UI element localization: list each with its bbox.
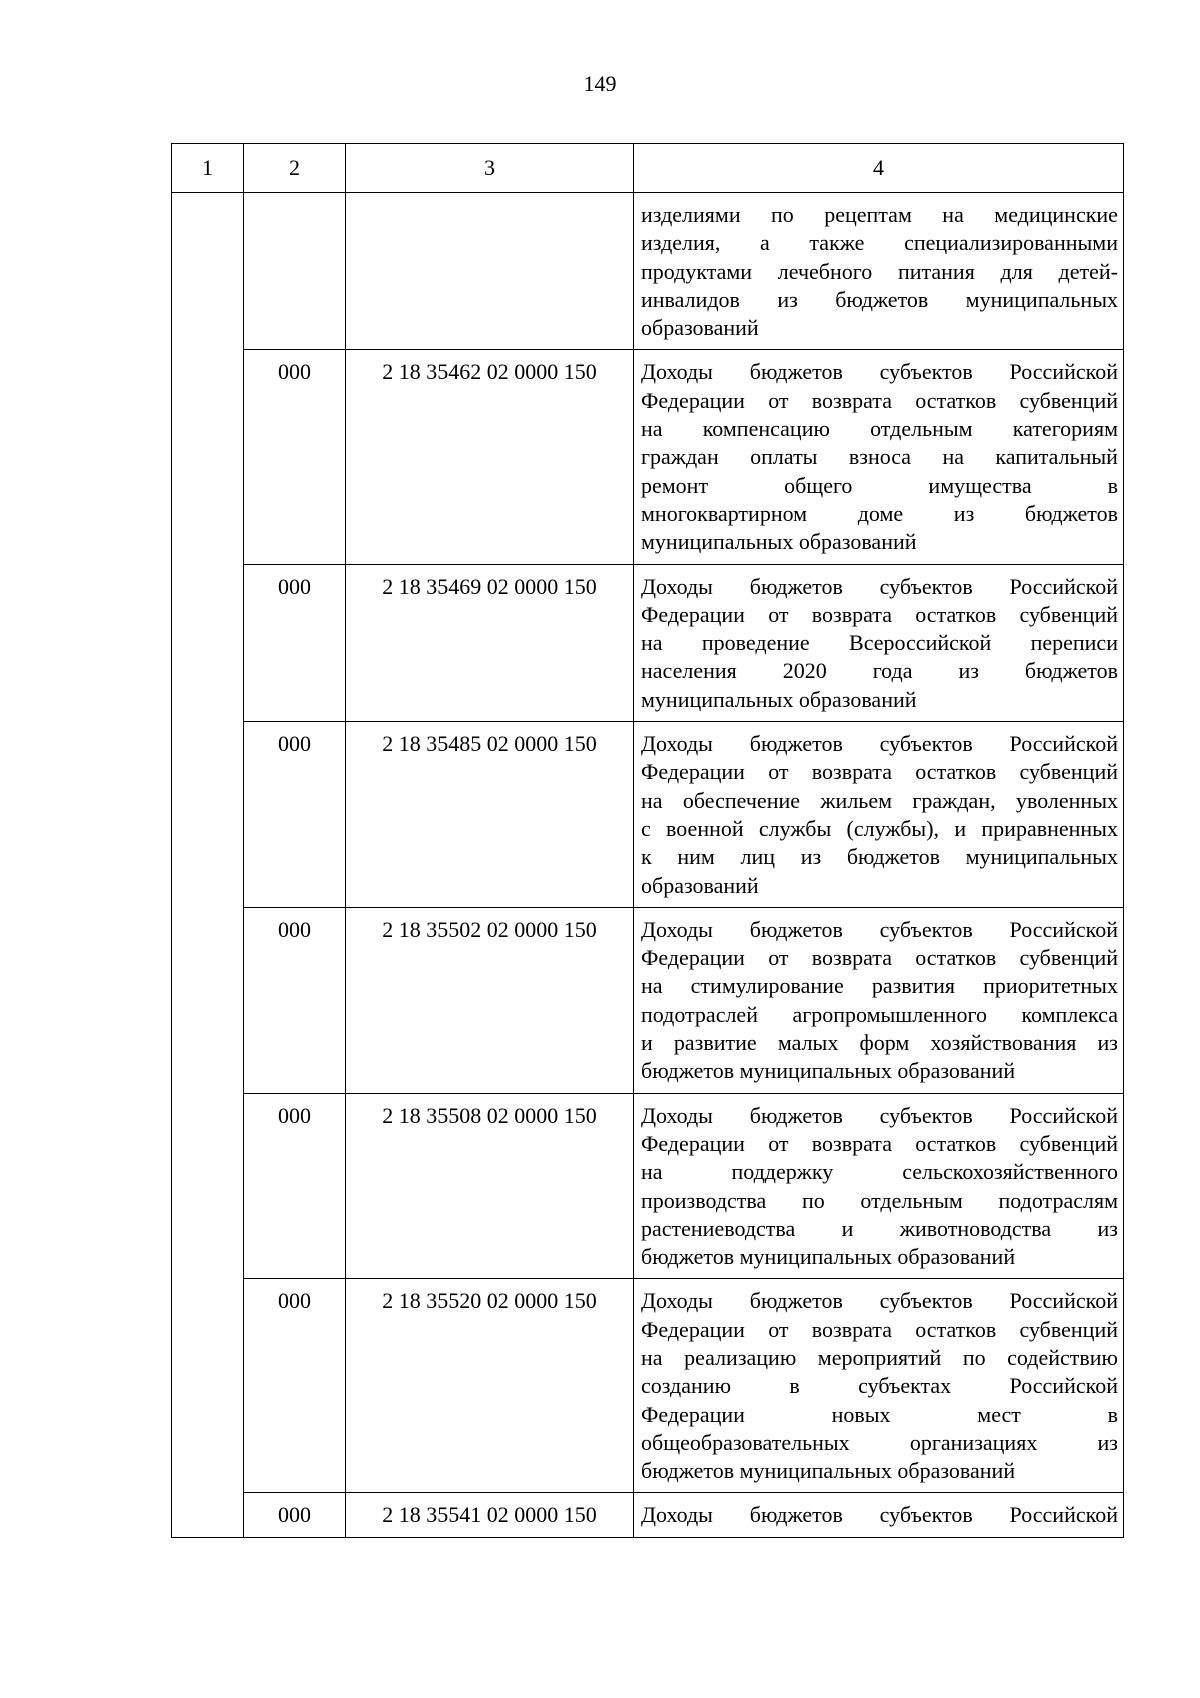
table-row xyxy=(172,350,1124,564)
admin-code-cell: 000 xyxy=(244,1493,346,1537)
description-line: к ним лиц из бюджетов муниципальных xyxy=(641,844,1118,870)
description-cell xyxy=(634,564,1124,721)
description-line: общеобразовательных организациях из xyxy=(641,1429,1118,1455)
description-text: бюджетов муниципальных образований xyxy=(641,1244,1016,1270)
description-line: созданию в субъектах Российской xyxy=(641,1373,1118,1399)
table-row xyxy=(172,1279,1124,1493)
admin-code-cell: 000 xyxy=(244,350,346,564)
description-cell xyxy=(634,1493,1124,1537)
description-line: Федерации от возврата остатков субвенций xyxy=(641,945,1118,971)
description-line: граждан оплаты взноса на капитальный xyxy=(641,444,1118,470)
table-header-row xyxy=(172,144,1124,193)
table-row xyxy=(172,722,1124,908)
description-line: Федерации от возврата остатков субвенций xyxy=(641,759,1118,785)
description-text: муниципальных образований xyxy=(641,529,917,555)
description-line: Федерации от возврата остатков субвенций xyxy=(641,1130,1118,1156)
description-line: инвалидов из бюджетов муниципальных xyxy=(641,286,1118,312)
description-cell xyxy=(634,1279,1124,1493)
description-line xyxy=(641,314,1118,342)
description-line: ремонт общего имущества в xyxy=(641,472,1118,498)
admin-code-cell: 000 xyxy=(244,1093,346,1279)
header-col-2: 2 xyxy=(244,144,346,193)
description-line xyxy=(641,686,1118,714)
description-line: Доходы бюджетов субъектов Российской xyxy=(641,1288,1118,1314)
admin-code-cell: 000 xyxy=(244,1279,346,1493)
description-text: бюджетов муниципальных образований xyxy=(641,1458,1016,1484)
revenue-codes-table xyxy=(171,143,1124,1538)
description-line: изделиями по рецептам на медицинские xyxy=(641,202,1118,227)
description-line xyxy=(641,528,1118,556)
description-line: на проведение Всероссийской переписи xyxy=(641,630,1118,656)
description-line: с военной службы (службы), и приравненных xyxy=(641,815,1118,841)
description-cell xyxy=(634,722,1124,908)
col-2-cell xyxy=(244,193,346,350)
description-line: на обеспечение жильем граждан, уволенных xyxy=(641,787,1118,813)
description-line: Доходы бюджетов субъектов Российской xyxy=(641,731,1118,757)
table-row xyxy=(172,1493,1124,1537)
table-row xyxy=(172,907,1124,1093)
col-3-cell xyxy=(346,193,634,350)
description-line xyxy=(641,872,1118,900)
description-line: Доходы бюджетов субъектов Российской xyxy=(641,916,1118,942)
budget-code-cell: 2 18 35502 02 0000 150 xyxy=(346,907,634,1093)
budget-code-cell: 2 18 35508 02 0000 150 xyxy=(346,1093,634,1279)
description-cell xyxy=(634,1093,1124,1279)
description-cell xyxy=(634,350,1124,564)
header-col-4: 4 xyxy=(634,144,1124,193)
header-col-1: 1 xyxy=(172,144,244,193)
table-row xyxy=(172,193,1124,350)
description-text: бюджетов муниципальных образований xyxy=(641,1058,1016,1084)
description-line xyxy=(641,1243,1118,1271)
page-number: 149 xyxy=(583,71,617,96)
description-line: Федерации от возврата остатков субвенций xyxy=(641,601,1118,627)
description-line: Федерации от возврата остатков субвенций xyxy=(641,1316,1118,1342)
description-line: Доходы бюджетов субъектов Российской xyxy=(641,359,1118,385)
header-col-3: 3 xyxy=(346,144,634,193)
description-line xyxy=(641,1057,1118,1085)
description-line: на компенсацию отдельным категориям xyxy=(641,416,1118,442)
description-cell xyxy=(634,193,1124,350)
description-line: растениеводства и животноводства из xyxy=(641,1215,1118,1241)
budget-code-cell: 2 18 35485 02 0000 150 xyxy=(346,722,634,908)
description-line: продуктами лечебного питания для детей- xyxy=(641,258,1118,284)
description-line: изделия, а также специализированными xyxy=(641,230,1118,256)
description-line: и развитие малых форм хозяйствования из xyxy=(641,1030,1118,1056)
description-line: Федерации от возврата остатков субвенций xyxy=(641,387,1118,413)
budget-code-cell: 2 18 35541 02 0000 150 xyxy=(346,1493,634,1537)
description-line: населения 2020 года из бюджетов xyxy=(641,658,1118,684)
description-line xyxy=(641,1457,1118,1485)
description-line: на стимулирование развития приоритетных xyxy=(641,973,1118,999)
col-1-cell xyxy=(172,193,244,1538)
description-line: производства по отдельным подотраслям xyxy=(641,1187,1118,1213)
description-text: образований xyxy=(641,315,759,341)
budget-code-cell: 2 18 35469 02 0000 150 xyxy=(346,564,634,721)
description-line: Доходы бюджетов субъектов Российской xyxy=(641,573,1118,599)
description-cell xyxy=(634,907,1124,1093)
description-line: на поддержку сельскохозяйственного xyxy=(641,1159,1118,1185)
admin-code-cell: 000 xyxy=(244,907,346,1093)
table-row xyxy=(172,1093,1124,1279)
description-line: многоквартирном доме из бюджетов xyxy=(641,500,1118,526)
description-line: подотраслей агропромышленного комплекса xyxy=(641,1001,1118,1027)
table-row xyxy=(172,564,1124,721)
admin-code-cell: 000 xyxy=(244,564,346,721)
admin-code-cell: 000 xyxy=(244,722,346,908)
budget-code-cell: 2 18 35520 02 0000 150 xyxy=(346,1279,634,1493)
table-body xyxy=(172,144,1124,1538)
description-text: образований xyxy=(641,872,759,898)
description-line: Доходы бюджетов субъектов Российской xyxy=(641,1502,1118,1528)
description-line: Доходы бюджетов субъектов Российской xyxy=(641,1102,1118,1128)
description-text: муниципальных образований xyxy=(641,686,917,712)
budget-code-cell: 2 18 35462 02 0000 150 xyxy=(346,350,634,564)
description-line: Федерации новых мест в xyxy=(641,1401,1118,1427)
description-line: на реализацию мероприятий по содействию xyxy=(641,1344,1118,1370)
